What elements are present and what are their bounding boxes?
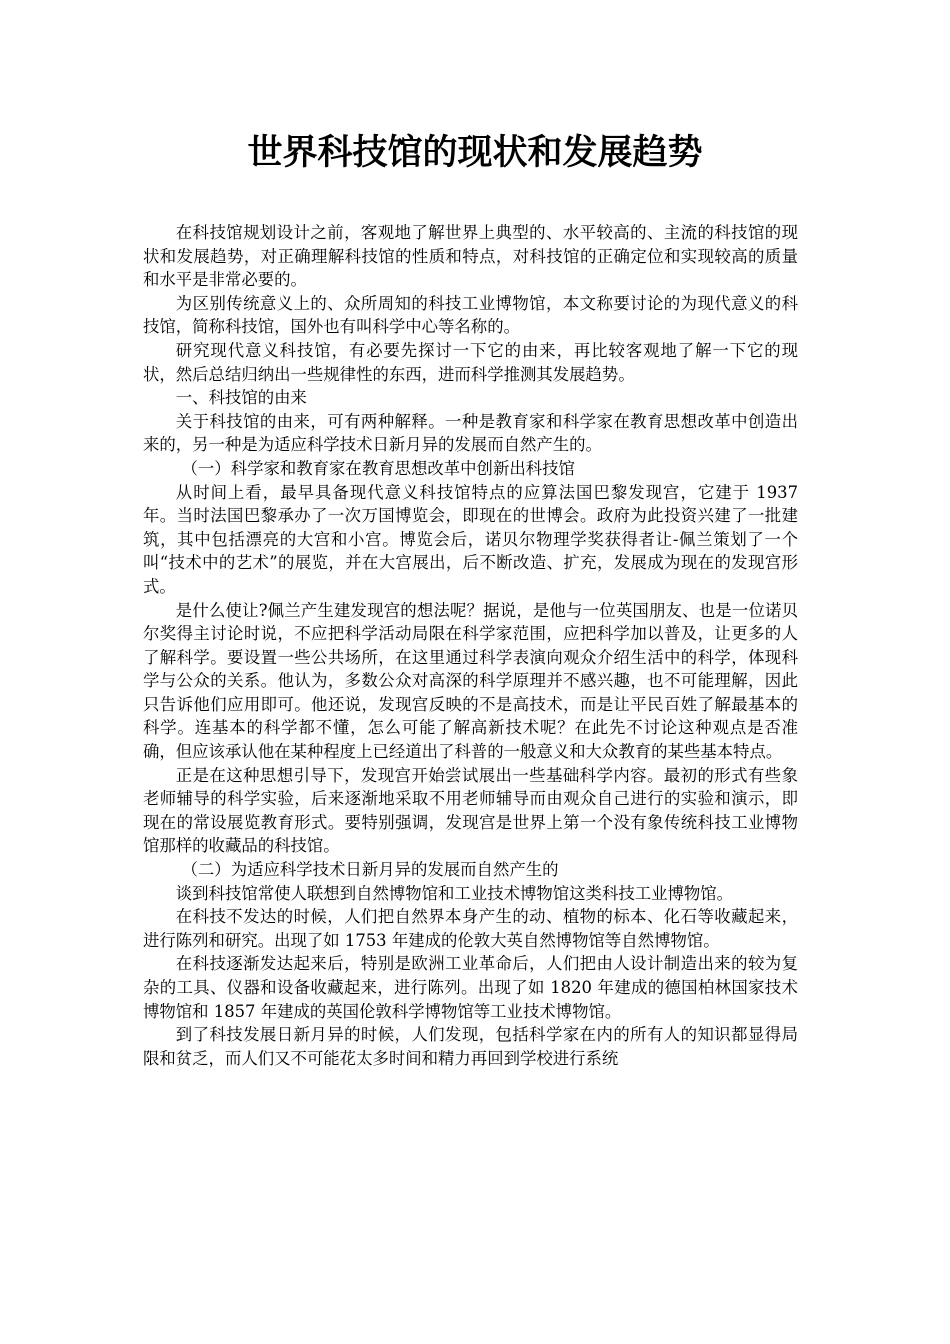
paragraph-approach: 研究现代意义科技馆，有必要先探讨一下它的由来，再比较客观地了解一下它的现状，然后总结归纳出一些规律性的东西，进而科学推测其发展趋势。 [143,340,798,384]
paragraph-intro: 在科技馆规划设计之前，客观地了解世界上典型的、水平较高的、主流的科技馆的现状和发展趋势，对正确理解科技馆的性质和特点，对科技馆的正确定位和实现较高的质量和水平是非常必要的。 [143,223,798,290]
paragraph-exhibit-form: 正是在这种思想引导下，发现宫开始尝试展出一些基础科学内容。最初的形式有些象老师辅导的科学实验，后来逐渐地采取不用老师辅导而由观众自己进行的实验和演示，即现在的常设展览教育形式。要特别强调，发现宫是世界上第一个没有象传统科技工业博物馆那样的收藏品的科技馆。 [143,765,798,856]
paragraph-perrin-idea: 是什么使让?佩兰产生建发现宫的想法呢？据说，是他与一位英国朋友、也是一位诺贝尔奖得主讨论时说，不应把科学活动局限在科学家范围，应把科学加以普及，让更多的人了解科学。要设置一些公共场所，在这里通过科学表演向观众介绍生活中的科学，体现科学与公众的关系。他认为，多数公众对高深的科学原理并不感兴趣，也不可能理解，因此只告诉他们应用即可。他还说，发现宫反映的不是高技术，而是让平民百姓了解最基本的科学。连基本的科学都不懂，怎么可能了解高新技术呢？在此先不讨论这种观点是否准确，但应该承认他在某种程度上已经道出了科普的一般意义和大众教育的某些基本特点。 [143,600,798,762]
subsection-heading-1: （一）科学家和教育家在教育思想改革中创新出科技馆 [181,458,575,478]
section-heading-origin: 一、科技馆的由来 [175,388,307,408]
document-body [143,221,798,1070]
paragraph-palais-history: 从时间上看，最早具备现代意义科技馆特点的应算法国巴黎发现宫，它建于 1937 年。当时法国巴黎承办了一次万国博览会，即现在的世博会。政府为此投资兴建了一批建筑，其中包括漂亮的大宫和小宫。博览会后，诺贝尔物理学奖获得者让-佩兰策划了一个叫“技术中的艺术”的展览，并在大宫展出，后不断改造、扩充，发展成为现在的发现宫形式。 [143,482,798,596]
paragraph-industrial-museum: 在科技逐渐发达起来后，特别是欧洲工业革命后，人们把由人设计制造出来的较为复杂的工具、仪器和设备收藏起来，进行陈列。出现了如 1820 年建成的德国柏林国家技术博物馆和 1857 年建成的英国伦敦科学博物馆等工业技术博物馆。 [143,954,798,1021]
paragraph-museum-association: 谈到科技馆常使人联想到自然博物馆和工业技术博物馆这类科技工业博物馆。 [175,883,734,903]
document-title: 世界科技馆的现状和发展趋势 [247,132,703,173]
paragraph-origin-overview: 关于科技馆的由来，可有两种解释。一种是教育家和科学家在教育思想改革中创造出来的，另一种是为适应科学技术日新月异的发展而自然产生的。 [143,411,798,455]
subsection-heading-2: （二）为适应科学技术日新月异的发展而自然产生的 [181,860,559,880]
paragraph-natural-museum: 在科技不发达的时候，人们把自然界本身产生的动、植物的标本、化石等收藏起来，进行陈列和研究。出现了如 1753 年建成的伦敦大英自然博物馆等自然博物馆。 [143,907,798,950]
paragraph-definition: 为区别传统意义上的、众所周知的科技工业博物馆，本文称要讨论的为现代意义的科技馆，简称科技馆，国外也有叫科学中心等名称的。 [143,293,798,337]
paragraph-rapid-development: 到了科技发展日新月异的时候，人们发现，包括科学家在内的所有人的知识都显得局限和贫乏，而人们又不可能花太多时间和精力再回到学校进行系统 [143,1025,798,1068]
